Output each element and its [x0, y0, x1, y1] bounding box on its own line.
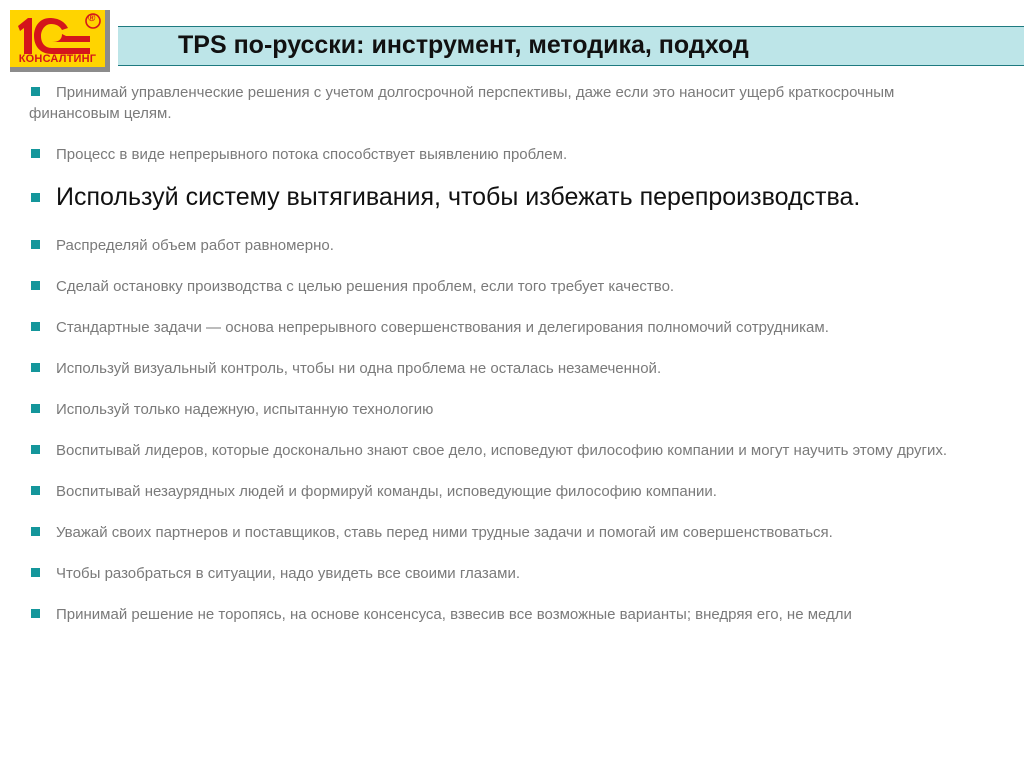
- bullet-square-icon: [31, 609, 40, 618]
- list-item: [29, 144, 979, 165]
- list-item: [29, 276, 979, 297]
- bullet-square-icon: [31, 404, 40, 413]
- list-item-text: Чтобы разобраться в ситуации, надо увидеть все своими глазами.: [56, 565, 521, 582]
- list-item: [29, 563, 979, 584]
- list-item: [29, 358, 979, 379]
- registered-mark: ®: [88, 13, 96, 24]
- list-item-text: Воспитывай лидеров, которые досконально знают свое дело, исповедуют философию компании и могут научить этому других.: [56, 442, 948, 459]
- list-item-text: Сделай остановку производства с целью решения проблем, если того требует качество.: [56, 278, 675, 295]
- list-item: [29, 399, 979, 420]
- bullet-square-icon: [31, 527, 40, 536]
- list-item-text: Стандартные задачи — основа непрерывного совершенствования и делегирования полномочий сотрудникам.: [56, 319, 829, 336]
- bullet-square-icon: [31, 281, 40, 290]
- bullet-square-icon: [31, 486, 40, 495]
- list-item-text: Воспитывай незаурядных людей и формируй команды, исповедующие философию компании.: [56, 483, 717, 500]
- list-item-text: Процесс в виде непрерывного потока способствует выявлению проблем.: [56, 146, 568, 163]
- list-item-text: Распределяй объем работ равномерно.: [56, 237, 334, 254]
- list-item: [29, 604, 979, 625]
- title-bar: [118, 26, 1024, 66]
- list-item: [29, 82, 979, 124]
- list-item: [29, 440, 979, 461]
- bullet-square-icon: [31, 363, 40, 372]
- bullet-square-icon: [31, 445, 40, 454]
- list-item: [29, 481, 979, 502]
- list-item-text: Используй систему вытягивания, чтобы избежать перепроизводства.: [56, 183, 861, 211]
- bullet-list: [29, 82, 979, 625]
- company-logo: [10, 10, 110, 72]
- bullet-square-icon: [31, 568, 40, 577]
- list-item-text: Уважай своих партнеров и поставщиков, ставь перед ними трудные задачи и помогай им совершенствоваться.: [56, 524, 833, 541]
- bullet-square-icon: [31, 322, 40, 331]
- list-item: [29, 317, 979, 338]
- page-title: TPS по-русски: инструмент, методика, подход: [178, 31, 749, 59]
- bullet-square-icon: [31, 149, 40, 158]
- list-item-text: Принимай управленческие решения с учетом долгосрочной перспективы, даже если это наносит ущерб краткосрочным финансовым целям.: [29, 84, 895, 122]
- bullet-square-icon: [31, 193, 40, 202]
- list-item-text: Используй визуальный контроль, чтобы ни одна проблема не осталась незамеченной.: [56, 360, 662, 377]
- list-item: [29, 235, 979, 256]
- bullet-square-icon: [31, 240, 40, 249]
- list-item: [29, 522, 979, 543]
- bullet-square-icon: [31, 87, 40, 96]
- list-item-text: Используй только надежную, испытанную технологию: [56, 401, 434, 418]
- logo-caption: КОНСАЛТИНГ: [18, 53, 97, 65]
- list-item-highlight: [29, 181, 979, 213]
- list-item-text: Принимай решение не торопясь, на основе консенсуса, взвесив все возможные варианты; внедряя его, не медли: [56, 606, 852, 623]
